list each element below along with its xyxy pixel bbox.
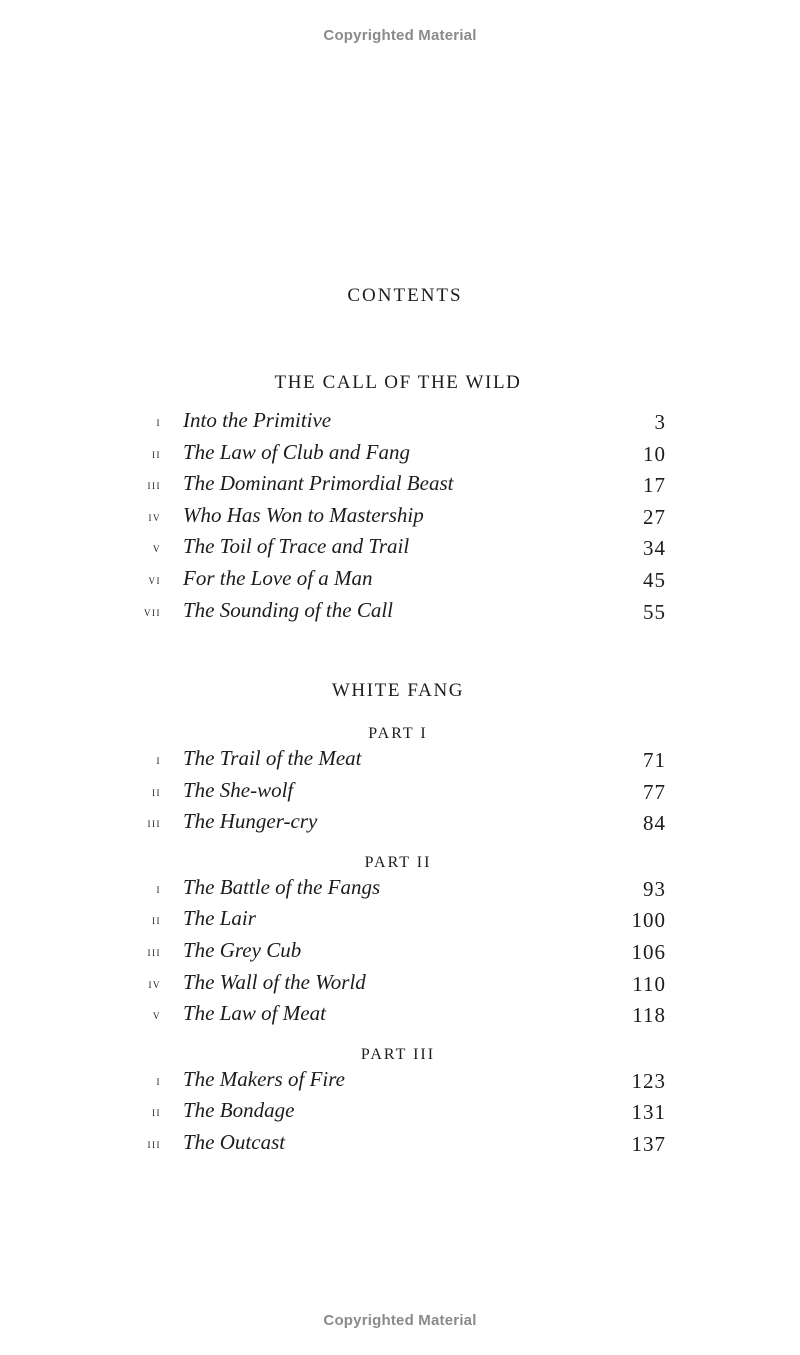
page-number: 93 [643, 876, 666, 901]
chapter-title: The Battle of the Fangs [183, 874, 381, 899]
chapter-title: The Makers of Fire [183, 1066, 345, 1091]
page-number: 137 [631, 1131, 666, 1156]
book-white-fang [0, 678, 800, 1162]
page-number: 17 [643, 473, 666, 498]
chapter-list [0, 1067, 800, 1162]
page-number: 110 [632, 971, 666, 996]
part-title: PART III [360, 1045, 436, 1063]
chapter-list [0, 875, 800, 1033]
toc-entry[interactable] [0, 1130, 800, 1162]
toc-entry[interactable] [0, 503, 800, 535]
chapter-number: vi [148, 571, 161, 587]
page-number: 131 [631, 1100, 666, 1125]
chapter-list [0, 408, 800, 629]
toc-entry[interactable] [0, 440, 800, 472]
chapter-number: i [156, 1072, 161, 1088]
chapter-title: The Sounding of the Call [183, 597, 393, 622]
toc-entry[interactable] [0, 778, 800, 810]
page-number: 106 [631, 939, 666, 964]
chapter-title: The Hunger-cry [183, 809, 318, 834]
book-title: THE CALL OF THE WILD [274, 372, 522, 393]
chapter-number: v [153, 540, 161, 556]
chapter-title: The Lair [183, 906, 256, 931]
chapter-number: i [156, 414, 161, 429]
chapter-title: The Law of Meat [183, 1001, 326, 1026]
chapter-number: i [156, 752, 161, 767]
chapter-number: iii [147, 943, 161, 959]
chapter-title: The Law of Club and Fang [183, 439, 410, 464]
toc-entry[interactable] [0, 471, 800, 503]
toc-entry[interactable] [0, 875, 800, 907]
chapter-title: The Grey Cub [183, 937, 302, 962]
toc-entry[interactable] [0, 970, 800, 1002]
parts-container [0, 722, 800, 1162]
chapter-number: iv [148, 508, 161, 524]
page-number: 3 [654, 410, 666, 434]
chapter-title: The Wall of the World [183, 969, 366, 994]
chapter-title: The Bondage [183, 1098, 295, 1123]
page-number: 10 [643, 441, 666, 466]
chapter-number: iv [148, 975, 161, 991]
toc-entry[interactable] [0, 1067, 800, 1099]
chapter-number: ii [152, 783, 161, 799]
page-number: 77 [643, 779, 666, 804]
part-title: PART II [364, 853, 432, 871]
chapter-title: The Dominant Primordial Beast [183, 471, 454, 496]
toc-entry[interactable] [0, 534, 800, 566]
chapter-title: The Outcast [183, 1129, 286, 1154]
page-number: 55 [643, 599, 666, 624]
page-number: 71 [643, 748, 666, 772]
page-number: 123 [631, 1068, 666, 1093]
book-title: WHITE FANG [331, 680, 465, 701]
part-title: PART I [368, 725, 428, 742]
page-number: 45 [643, 567, 666, 592]
toc-entry[interactable] [0, 906, 800, 938]
chapter-number: iii [147, 815, 161, 831]
page-number: 118 [632, 1003, 666, 1028]
chapter-number: v [153, 1007, 161, 1023]
chapter-title: The Toil of Trace and Trail [183, 534, 410, 559]
copyright-watermark-top: Copyrighted Material [323, 27, 477, 44]
toc-entry[interactable] [0, 408, 800, 440]
chapter-number: i [156, 880, 161, 896]
chapter-number: iii [147, 1135, 161, 1151]
part-section [0, 1043, 800, 1162]
chapter-title: For the Love of a Man [183, 565, 373, 590]
chapter-title: Into the Primitive [183, 408, 332, 432]
toc-entry[interactable] [0, 566, 800, 598]
page-number: 84 [643, 811, 666, 836]
chapter-title: Who Has Won to Mastership [183, 502, 424, 527]
copyright-watermark-bottom: Copyrighted Material [323, 1312, 477, 1329]
chapter-list [0, 746, 800, 841]
chapter-number: ii [152, 1104, 161, 1120]
toc-entry[interactable] [0, 1098, 800, 1130]
part-section [0, 722, 800, 841]
page-number: 34 [643, 536, 666, 561]
book-call-of-the-wild [0, 370, 800, 629]
chapter-number: iii [147, 477, 161, 493]
toc-entry[interactable] [0, 809, 800, 841]
page-number: 100 [631, 908, 666, 933]
toc-entry[interactable] [0, 1001, 800, 1033]
toc-entry[interactable] [0, 938, 800, 970]
page-number: 27 [643, 504, 666, 529]
toc-entry[interactable] [0, 746, 800, 778]
chapter-number: vii [144, 603, 161, 619]
chapter-title: The She-wolf [183, 777, 294, 802]
contents-heading: CONTENTS [347, 285, 463, 306]
part-section [0, 851, 800, 1033]
chapter-number: ii [152, 445, 161, 461]
toc-entry[interactable] [0, 598, 800, 630]
chapter-number: ii [152, 912, 161, 928]
chapter-title: The Trail of the Meat [183, 746, 362, 770]
